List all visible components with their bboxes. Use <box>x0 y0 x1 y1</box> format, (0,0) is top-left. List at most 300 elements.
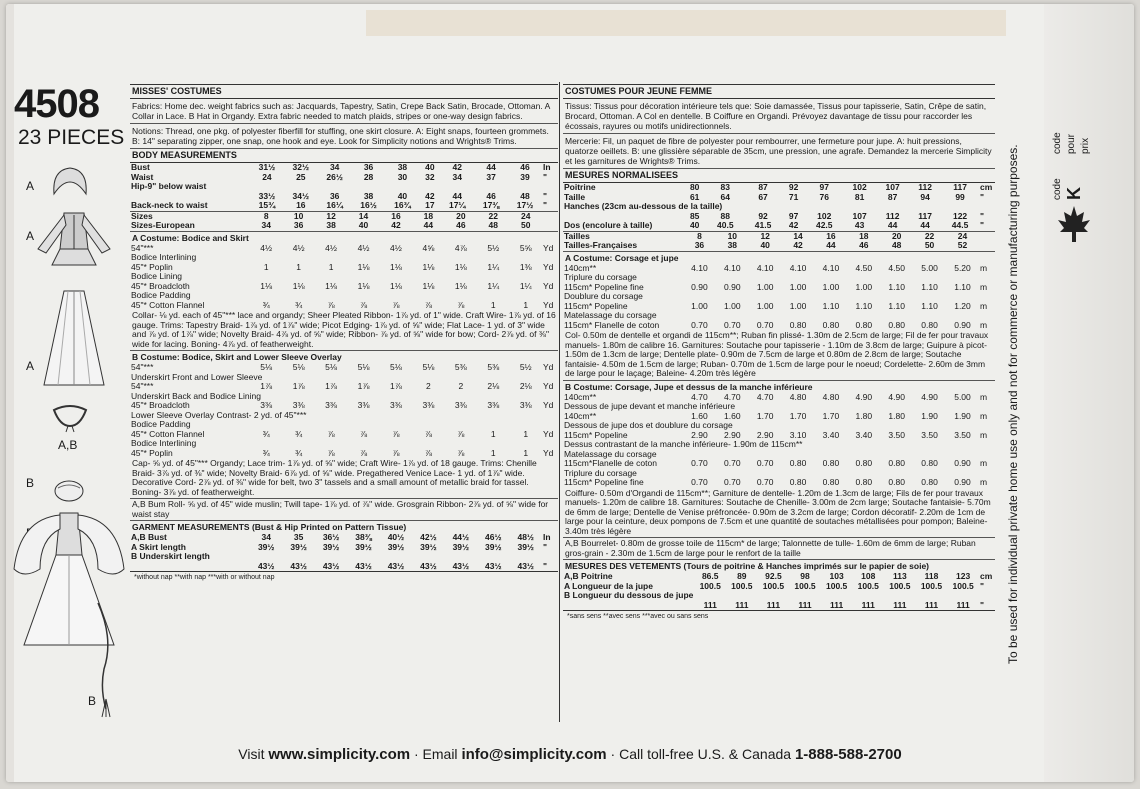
cell-value: 4.90 <box>921 391 938 402</box>
size-value: 52 <box>957 240 968 250</box>
cell-value: 3.40 <box>822 429 840 440</box>
cell-value: 1.80 <box>855 410 873 421</box>
cell-value: 44 <box>887 220 898 230</box>
cell-value: ⅞ <box>457 447 465 458</box>
cell-value: 4½ <box>325 242 337 253</box>
table-row <box>130 562 558 572</box>
row-label: Matelassage du corsage <box>564 310 657 320</box>
cell-value: ⅞ <box>359 447 368 458</box>
row-label: Underskirt Back and Bodice Lining <box>131 390 261 401</box>
cell-value: 0.80 <box>822 477 840 487</box>
cell-value: 1⅛ <box>357 261 370 272</box>
cell-value: 43½ <box>257 560 275 571</box>
cell-value: 97 <box>788 210 799 221</box>
bodice-sketch <box>34 209 114 269</box>
row-label: Bust <box>131 162 150 172</box>
email-label: · Email <box>410 746 462 762</box>
costume-b-table <box>563 393 995 488</box>
french-column <box>563 84 995 622</box>
cell-value: 0.80 <box>855 458 873 468</box>
cell-value: 48½ <box>517 532 535 542</box>
cell-value: 1⅛ <box>357 280 370 291</box>
cell-value: 39½ <box>257 541 275 552</box>
cell-value: 117 <box>918 210 932 221</box>
row-label: Dessus contrastant de la manche inférieure- 1.90m de 115cm** <box>564 439 803 449</box>
section-title: COSTUMES POUR JEUNE FEMME <box>563 85 995 99</box>
unit-label: " <box>543 560 548 571</box>
cell-value: 1 <box>523 299 529 310</box>
cell-value: ⅞ <box>457 299 465 310</box>
cell-value: 100.5 <box>920 580 943 591</box>
cell-value: 38⅜ <box>355 532 372 542</box>
cell-value: 17½ <box>516 200 534 210</box>
size-value: 14 <box>793 230 803 241</box>
size-value: 48 <box>891 240 902 250</box>
row-label: 45"* Poplin <box>131 261 173 272</box>
call-label: · Call toll-free U.S. & Canada <box>606 746 795 762</box>
costume-a-title: A Costume: Corsage et jupe <box>563 251 995 264</box>
unit-label: m <box>980 281 988 292</box>
cell-value: 38 <box>363 190 374 201</box>
cell-value: 1⅞ <box>260 381 273 391</box>
size-value: 16 <box>826 230 836 241</box>
phone-number[interactable]: 1-888-588-2700 <box>794 746 902 763</box>
row-label: Bodice Interlining <box>131 252 197 262</box>
costume-a-table <box>130 244 558 311</box>
cell-value: ¾ <box>262 447 270 458</box>
body-measurements-title: BODY MEASUREMENTS <box>130 149 558 163</box>
size-value: 34 <box>261 220 271 230</box>
table-row <box>563 221 995 231</box>
row-label: Triplure du corsage <box>564 467 637 478</box>
website-link[interactable]: www.simplicity.com <box>268 746 411 763</box>
cell-value: 76 <box>819 191 829 202</box>
cell-value: 17¼ <box>448 200 466 210</box>
cell-value: 4.90 <box>855 391 873 402</box>
size-value: 20 <box>891 230 902 241</box>
cell-value: 2⅛ <box>519 381 532 391</box>
costume-a-table <box>563 264 995 331</box>
cell-value: ⅞ <box>424 299 432 310</box>
size-value: 24 <box>521 210 531 221</box>
cell-value: 46½ <box>485 532 502 542</box>
cell-value: 100.5 <box>889 580 911 591</box>
cell-value: 100.5 <box>731 580 753 591</box>
cell-value: 1⅛ <box>325 280 337 291</box>
cell-value: 1⅛ <box>390 280 402 291</box>
cell-value: 2⅛ <box>487 381 500 391</box>
unit-label: m <box>980 410 988 421</box>
cell-value: 0.90 <box>954 319 971 330</box>
cell-value: 40.5 <box>717 220 734 230</box>
row-label: A,B Bust <box>131 532 167 542</box>
row-label: Lower Sleeve Overlay Contrast- 2 yd. of 45"*** <box>131 409 307 420</box>
row-label <box>130 562 250 572</box>
row-label: Dessous de jupe devant et manche inférieure <box>564 401 736 411</box>
cell-value: 4.90 <box>888 391 905 402</box>
unit-label: cm <box>980 182 993 192</box>
cell-value: 4½ <box>357 242 370 253</box>
costume-a-title: A Costume: Bodice and Skirt <box>130 231 558 244</box>
cell-value: 111 <box>861 599 875 610</box>
cell-value: 1.00 <box>822 281 840 292</box>
garment-measurements-title: MESURES DES VETEMENTS (Tours de poitrine & Hanches imprimés sur le papier de soie) <box>563 559 995 572</box>
cell-value: 1⅛ <box>422 280 435 291</box>
table-row <box>130 282 558 292</box>
cell-value: 1.80 <box>888 410 905 421</box>
cell-value: 26½ <box>326 171 343 182</box>
size-value: 36 <box>293 220 304 230</box>
cell-value: 4.80 <box>789 391 807 402</box>
row-label: Bodice Padding <box>131 419 191 429</box>
cell-value: 5½ <box>487 242 500 253</box>
cell-value: 1⅞ <box>325 381 337 391</box>
size-value: 18 <box>423 210 434 221</box>
row-label: Matelassage du corsage <box>564 448 657 459</box>
section-title: MISSES' COSTUMES <box>130 85 558 99</box>
size-value: 44 <box>826 240 836 250</box>
table-row <box>130 263 558 273</box>
brand-code-label: code <box>1052 132 1063 154</box>
cell-value: 4.10 <box>822 262 840 273</box>
sizes-row <box>563 241 995 251</box>
cell-value: 0.90 <box>954 477 971 487</box>
cell-value: 2 <box>458 381 464 391</box>
cell-value: 3⅜ <box>422 400 435 410</box>
cell-value: 111 <box>956 599 970 610</box>
cell-value: 107 <box>852 210 867 221</box>
cell-value: 4.10 <box>756 262 774 273</box>
unit-label: Yd <box>543 242 554 253</box>
unit-label: Yd <box>543 299 554 310</box>
cell-value: 1.70 <box>789 410 807 421</box>
row-label: 54"*** <box>131 362 154 372</box>
costume-b-table <box>130 363 558 458</box>
cell-value: 42 <box>788 220 799 230</box>
cell-value: 2 <box>426 381 431 391</box>
cell-value: 43½ <box>322 560 340 571</box>
cell-value: 5.20 <box>954 262 971 273</box>
cell-value: 5½ <box>519 362 532 372</box>
cell-value: 87 <box>758 182 768 192</box>
cell-value: 0.80 <box>855 319 873 330</box>
garment-measurements-table <box>130 533 558 571</box>
cell-value: 1 <box>296 261 302 272</box>
cell-value: 36 <box>363 162 374 172</box>
unit-label: m <box>980 262 988 273</box>
cell-value: 2.90 <box>691 429 708 440</box>
cell-value: 28 <box>363 171 374 182</box>
cell-value: 1⅞ <box>292 381 305 391</box>
cell-value: 4.50 <box>888 262 905 273</box>
cell-value: 0.70 <box>724 458 741 468</box>
cell-value: 42.5 <box>815 220 833 230</box>
cell-value: 64 <box>720 191 730 202</box>
cell-value: 35 <box>293 532 304 542</box>
size-value: 36 <box>694 240 705 250</box>
row-label: Taille <box>564 191 586 202</box>
row-label: Waist <box>131 171 154 182</box>
cell-value: 32 <box>425 171 435 182</box>
cell-value: 32½ <box>292 162 310 172</box>
unit-spacer <box>542 211 558 221</box>
cell-value: 42 <box>425 190 435 201</box>
cell-value: 4.50 <box>855 262 873 273</box>
cell-value: 34 <box>329 162 340 172</box>
size-value: 12 <box>760 230 770 241</box>
cell-value: 39½ <box>387 541 405 552</box>
cord-tassel-sketch <box>94 599 124 719</box>
table-row <box>130 449 558 459</box>
cell-value: ⅞ <box>424 447 432 458</box>
unit-label: Yd <box>543 381 554 391</box>
cell-value: 111 <box>798 599 812 610</box>
cell-value: 40 <box>397 190 408 201</box>
row-label: Sizes-European <box>131 220 195 230</box>
row-label: B Longueur du dessous de jupe <box>564 590 694 600</box>
view-label: B <box>26 476 35 490</box>
brand-code-label: pour <box>1066 133 1077 154</box>
costume-b-notes: Cap- ⅝ yd. of 45"*** Organdy; Lace trim- 1⅞ yd. of ⅝" wide; Craft Wire- 1⅞ yd. of 18 gauge. Trims: Chenille Braid- 3⅞ yd. of ⅜" wide; Novelty Braid- 6⅞ yd. of ⅝" wide. Pregathered Venice Lace- 1 yd. of 1⅞" wide. Decorative Cord- 2⅞ yd. of ⅜" wide for belt, two 3" tassels and a small amount of metallic braid for tassel. Boning- 3⅞ yd. of featherweight. <box>132 458 537 497</box>
cell-value: 83 <box>720 182 730 192</box>
cell-value: 1 <box>328 261 334 272</box>
row-label: Back-neck to waist <box>131 200 208 210</box>
cell-value: 31½ <box>258 162 276 172</box>
size-value: 10 <box>727 230 738 241</box>
cell-value: 1.20 <box>954 300 971 311</box>
fabrics-text: Fabrics: Home dec. weight fabrics such as: Jacquards, Tapestry, Satin, Crepe Back Satin, Brocade, Ottoman. A Collar in Lace. B Hat in Organdy. Extra fabric needed to match plaids, stripes or one-way design fabrics. <box>130 99 558 124</box>
cell-value: 100.5 <box>857 580 879 591</box>
cell-value: 1.10 <box>888 281 905 292</box>
cell-value: 43½ <box>452 560 470 571</box>
unit-label: " <box>980 210 985 221</box>
cell-value: 44 <box>452 190 462 201</box>
cell-value: 33½ <box>258 190 276 201</box>
cell-value: 34 <box>452 171 462 182</box>
cell-value: 0.70 <box>724 319 741 330</box>
cell-value: 43½ <box>387 560 405 571</box>
cell-value: 92 <box>758 210 768 221</box>
cell-value: 111 <box>703 599 717 610</box>
cell-value: 36½ <box>322 532 340 542</box>
cell-value: ⅞ <box>424 428 432 439</box>
cell-value: ⅞ <box>392 447 400 458</box>
pattern-number: 4508 <box>14 82 99 126</box>
cell-value: 16½ <box>360 200 377 210</box>
cell-value: 0.90 <box>724 281 741 292</box>
bum-roll-sketch <box>50 402 90 434</box>
cell-value: 92.5 <box>765 571 782 581</box>
cell-value: 100.5 <box>762 580 785 591</box>
size-value: 42 <box>793 240 803 250</box>
cell-value: 3.50 <box>921 429 938 440</box>
cell-value: 0.80 <box>921 477 938 487</box>
cell-value: 102 <box>817 210 832 221</box>
cell-value: 5⅛ <box>325 362 337 372</box>
cell-value: 0.90 <box>691 281 708 292</box>
cell-value: 46 <box>520 162 530 172</box>
cell-value: 43½ <box>485 560 502 571</box>
cell-value: 0.70 <box>691 319 708 330</box>
cell-value: 1.60 <box>691 410 708 421</box>
cell-value: 1.00 <box>789 300 807 311</box>
cell-value: 100.5 <box>952 580 974 591</box>
cell-value: 30 <box>397 171 408 182</box>
cell-value: 94 <box>920 191 930 202</box>
cell-value: 1.00 <box>724 300 741 311</box>
costume-a-notes: Collar- ⅛ yd. each of 45"*** lace and organdy; Sheer Pleated Ribbon- 1⅞ yd. of 1" wide. Craft Wire- 1⅞ yd. of 16 gauge. Trims: Tapestry Braid- 1⅞ yd. of 1⅞" wide; Picot Edging- 1⅞ yd. of ⅝" wide; Flat Lace- 1 yd. of 3" wide and ⅞ yd. of 1⅞" wide; Novelty Braid- 4⅞ yd. of ⅝" wide; Ribbon- ⅞ yd. of ⅝" wide for bow; Cord- 2⅞ yd. of ⅜" wide for lacing. Boning- 4⅞ yd. of featherweight. <box>132 310 556 349</box>
unit-spacer <box>979 231 995 241</box>
cell-value: 39½ <box>420 541 437 552</box>
cell-value: ⅞ <box>327 447 335 458</box>
cell-value: ⅞ <box>327 428 335 439</box>
cell-value: 39½ <box>452 541 470 552</box>
unit-label: m <box>980 429 988 440</box>
cell-value: 103 <box>829 571 844 581</box>
cell-value: 99 <box>955 191 965 202</box>
costume-a-notes: Col- 0.50m de dentelle et organdi de 115cm**; Ruban fin plissé- 1.30m de 2.5cm de large; Fil de fer pour travaux manuels- 1.80m de calibre 16. Garnitures: Soutache pour tapisserie - 1.10m de 3.8cm de large; Guipure à picot- 1.50m de 1.3cm de large; Dentelle plate- 0.90m de 7.5cm de large et 0.80m de 2.8cm de large; Soutache fantaisie- 4.50m de 1.5cm de large; Ruban- 0.70m de 1.5cm de large pour le noeud; Cordelette- 2.60m de 3mm de large pour le laçage; Baleine- 4.20m très légère <box>565 330 989 378</box>
cell-value: 1 <box>263 261 269 272</box>
cell-value: 34½ <box>292 190 310 201</box>
size-value: 46 <box>859 240 869 250</box>
table-row <box>563 183 995 193</box>
unit-label: " <box>980 220 985 230</box>
cell-value: 86.5 <box>701 571 719 581</box>
cell-value: 1⅞ <box>357 381 370 391</box>
row-label: Triplure du corsage <box>564 272 637 282</box>
cell-value: 112 <box>885 210 900 221</box>
column-divider <box>559 82 560 722</box>
size-value: 8 <box>263 210 269 221</box>
cell-value: 97 <box>819 182 829 192</box>
cell-value: 4.70 <box>691 391 708 402</box>
cell-value: 1.00 <box>756 300 774 311</box>
size-value: 50 <box>521 220 531 230</box>
cell-value: 15¾ <box>258 200 276 210</box>
cell-value: 0.70 <box>756 477 774 487</box>
unit-label: m <box>980 477 988 487</box>
cell-value: 0.80 <box>789 458 807 468</box>
cell-value: 1⅛ <box>422 261 435 272</box>
row-label: 115cm* Popeline <box>564 300 628 311</box>
cell-value: 80 <box>689 182 700 192</box>
table-row <box>563 601 995 611</box>
cell-value: 3⅜ <box>390 400 402 410</box>
view-label: A,B <box>58 438 78 452</box>
cell-value: 61 <box>689 191 700 202</box>
cell-value: 38 <box>397 162 408 172</box>
row-label: Dos (encolure à taille) <box>564 220 653 230</box>
cell-value: 3⅜ <box>325 400 337 410</box>
cell-value: 0.80 <box>921 458 938 468</box>
cell-value: 43½ <box>517 560 535 571</box>
size-value: 46 <box>456 220 466 230</box>
cell-value: 25 <box>296 171 306 182</box>
cell-value: 1.90 <box>954 410 971 421</box>
cell-value: 102 <box>852 182 867 192</box>
row-label: 115cm* Popeline fine <box>564 281 644 292</box>
row-label: 140cm** <box>564 262 597 273</box>
footnote: *without nap **with nap ***with or without nap <box>130 571 558 583</box>
size-value: 44 <box>423 220 434 230</box>
cell-value: 1.00 <box>789 281 807 292</box>
cell-value: 2.90 <box>724 429 741 440</box>
cell-value: 4½ <box>260 242 273 253</box>
cell-value: 108 <box>861 571 876 581</box>
cell-value: 5⅛ <box>422 362 435 372</box>
row-label: 45"* Poplin <box>131 447 173 458</box>
cell-value: 3⅜ <box>292 400 305 410</box>
row-label: Sizes <box>131 210 153 221</box>
cell-value: 0.80 <box>789 477 807 487</box>
view-label: A <box>26 179 35 193</box>
contact-footer <box>6 746 1134 763</box>
row-label: 115cm* Popeline fine <box>564 477 644 487</box>
collar-sketch <box>50 164 90 198</box>
table-row <box>130 201 558 211</box>
cell-value: 1¼ <box>519 280 532 291</box>
email-link[interactable]: info@simplicity.com <box>461 746 607 763</box>
cell-value: 5⅛ <box>260 362 273 372</box>
row-label: 54"*** <box>131 381 154 391</box>
costume-b-notes: Coiffure- 0.50m d'Organdi de 115cm**; Garniture de dentelle- 1.20m de 1.3cm de large; Fils de fer pour travaux manuels- 1.20m de calibre 18. Garnitures: Soutache de Chenille- 3.00m de 2cm large; Soutache fantaisie- 5.70m de 6mm de large; Dentelle de Venise préfroncée- 0.90m de 3.2cm de large; Cordon décoratif- 2.20m de 1cm de large pour la ceinture, deux pompons de 7.5cm et une quantité de soutaches métallisées pour pompon; Baleine- 3.40m très légère <box>565 487 991 536</box>
cell-value: 0.80 <box>888 458 905 468</box>
pattern-envelope <box>6 4 1134 782</box>
cell-value: 4½ <box>390 242 402 253</box>
cell-value: 0.80 <box>822 458 840 468</box>
cell-value: 117 <box>953 182 967 192</box>
row-label: 140cm** <box>564 391 597 402</box>
cell-value: 3.50 <box>954 429 971 440</box>
cell-value: 4.10 <box>691 262 708 273</box>
tissus-text: Tissus: Tissus pour décoration intérieure tels que: Soie damassée, Tissus pour tapisserie, Satin, Crêpe de satin, Brocard, Ottoman. A Col en dentelle. B Coiffure en Organdi. Prévoyez davantage de tissu pour raccorder les écossais, rayures ou motifs unidirectionnels. <box>563 99 995 134</box>
cell-value: 3⅜ <box>357 400 370 410</box>
cell-value: 100.5 <box>826 580 848 591</box>
cell-value: 44½ <box>452 532 470 542</box>
view-label: A <box>26 359 35 373</box>
cell-value: ¾ <box>295 299 303 310</box>
row-label: 45"* Broadcloth <box>131 400 190 410</box>
cell-value: 34 <box>261 532 271 542</box>
body-measurements-table <box>563 183 995 231</box>
cell-value: 111 <box>766 599 781 610</box>
unit-label: " <box>980 580 985 591</box>
cell-value: 42 <box>452 162 462 172</box>
cell-value: 111 <box>893 599 907 610</box>
cell-value: 1⅛ <box>454 280 467 291</box>
cell-value: 111 <box>735 599 749 610</box>
size-value: 14 <box>358 210 369 221</box>
row-label: Bodice Lining <box>131 271 183 281</box>
unit-label: " <box>543 190 548 201</box>
row-label <box>563 601 694 611</box>
skirt-sketch <box>42 289 106 389</box>
size-value: 48 <box>488 220 499 230</box>
cell-value: 0.80 <box>822 319 840 330</box>
unit-label: m <box>980 458 988 468</box>
cell-value: 0.80 <box>888 319 905 330</box>
cap-sketch <box>52 478 86 504</box>
cell-value: 37 <box>486 171 496 182</box>
cell-value: 100.5 <box>794 580 816 591</box>
unit-label: " <box>543 171 548 182</box>
cell-value: 92 <box>788 182 799 192</box>
unit-label: Yd <box>543 362 554 372</box>
view-label: A <box>26 229 35 243</box>
unit-label: m <box>980 300 988 311</box>
size-value: 42 <box>391 220 401 230</box>
cell-value: 39½ <box>517 541 535 552</box>
